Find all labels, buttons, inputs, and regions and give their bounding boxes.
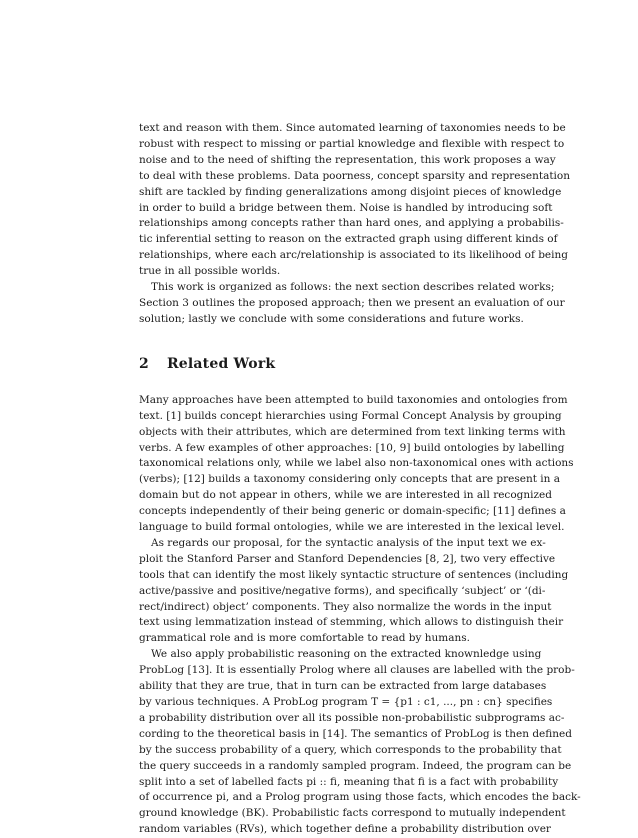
text-line: objects with their attributes, which are determined from text linking terms with <box>139 425 566 438</box>
text-line: As regards our proposal, for the syntactic analysis of the input text we ex- <box>151 536 546 549</box>
text-line: ploit the Stanford Parser and Stanford Dependencies [8, 2], two very effective <box>139 552 556 565</box>
text-line: text. [1] builds concept hierarchies using Formal Concept Analysis by grouping <box>139 409 562 422</box>
section-title: Related Work <box>166 355 276 372</box>
text-line: tools that can identify the most likely syntactic structure of sentences (including <box>139 568 569 581</box>
text-line: rect/indirect) object’ components. They also normalize the words in the input <box>139 600 552 613</box>
text-line: relationships among concepts rather than hard ones, and applying a probabilis- <box>139 217 564 230</box>
text-line: This work is organized as follows: the next section describes related works; <box>151 281 555 294</box>
text-line: solution; lastly we conclude with some considerations and future works. <box>139 312 524 325</box>
text-line: by various techniques. A ProbLog program T = {p1 : c1, ..., pn : cn} specifies <box>139 696 553 708</box>
text-line: random variables (RVs), which together define a probability distribution over <box>139 823 551 836</box>
related-work-paragraph-1 <box>139 393 574 536</box>
text-line: to deal with these problems. Data poorness, concept sparsity and representation <box>139 169 570 182</box>
text-line: ProbLog [13]. It is essentially Prolog where all clauses are labelled with the prob- <box>139 664 575 677</box>
text-line: a probability distribution over all its possible non-probabilistic subprograms ac- <box>139 711 565 724</box>
text-line: noise and to the need of shifting the representation, this work proposes a way <box>139 153 556 166</box>
related-work-paragraph-2 <box>139 536 569 647</box>
text-line: shift are tackled by finding generalizations among disjoint pieces of knowledge <box>139 185 562 198</box>
text-line: split into a set of labelled facts pi :: fi, meaning that fi is a fact with probability <box>139 775 559 788</box>
section-heading <box>139 356 503 372</box>
text-line: ground knowledge (BK). Probabilistic facts correspond to mutually independent <box>139 807 566 820</box>
intro-paragraph-1 <box>139 121 570 280</box>
text-line: language to build formal ontologies, while we are interested in the lexical level. <box>139 521 565 534</box>
text-line: of occurrence pi, and a Prolog program using those facts, which encodes the back- <box>139 791 581 804</box>
text-line: robust with respect to missing or partial knowledge and flexible with respect to <box>139 137 565 150</box>
text-line: concepts independently of their being generic or domain-specific; [11] defines a <box>139 505 566 518</box>
text-line: (verbs); [12] builds a taxonomy considering only concepts that are present in a <box>139 473 561 486</box>
text-line: the query succeeds in a randomly sampled program. Indeed, the program can be <box>139 759 572 772</box>
text-line: grammatical role and is more comfortable to read by humans. <box>139 632 471 645</box>
text-line: in order to build a bridge between them. Noise is handled by introducing soft <box>139 201 553 214</box>
text-line: active/passive and positive/negative forms), and specifically ‘subject’ or ‘(di- <box>139 584 546 597</box>
text-line: text using lemmatization instead of stemming, which allows to distinguish their <box>139 616 564 629</box>
text-line: verbs. A few examples of other approaches: [10, 9] build ontologies by labelling <box>139 441 565 454</box>
paper-page <box>139 121 581 838</box>
text-line: We also apply probabilistic reasoning on the extracted knownledge using <box>151 648 542 661</box>
text-line: domain but do not appear in others, while we are interested in all recognized <box>139 489 552 502</box>
text-line: cording to the theoretical basis in [14]. The semantics of ProbLog is then defined <box>139 727 572 740</box>
section-number: 2 <box>139 355 149 372</box>
text-line: Section 3 outlines the proposed approach; then we present an evaluation of our <box>139 296 565 309</box>
text-line: taxonomical relations only, while we label also non-taxonomical ones with actions <box>139 457 574 470</box>
text-line: relationships, where each arc/relationship is associated to its likelihood of being <box>139 249 568 262</box>
related-work-paragraph-3 <box>139 647 581 838</box>
text-line: by the success probability of a query, which corresponds to the probability that <box>139 743 562 756</box>
text-line: Many approaches have been attempted to build taxonomies and ontologies from <box>139 393 568 406</box>
text-line: text and reason with them. Since automated learning of taxonomies needs to be <box>139 122 566 134</box>
intro-paragraph-2 <box>139 280 565 328</box>
text-line: true in all possible worlds. <box>139 265 281 278</box>
text-line: tic inferential setting to reason on the extracted graph using different kinds of <box>139 233 558 246</box>
text-line: ability that they are true, that in turn can be extracted from large databases <box>139 680 547 693</box>
